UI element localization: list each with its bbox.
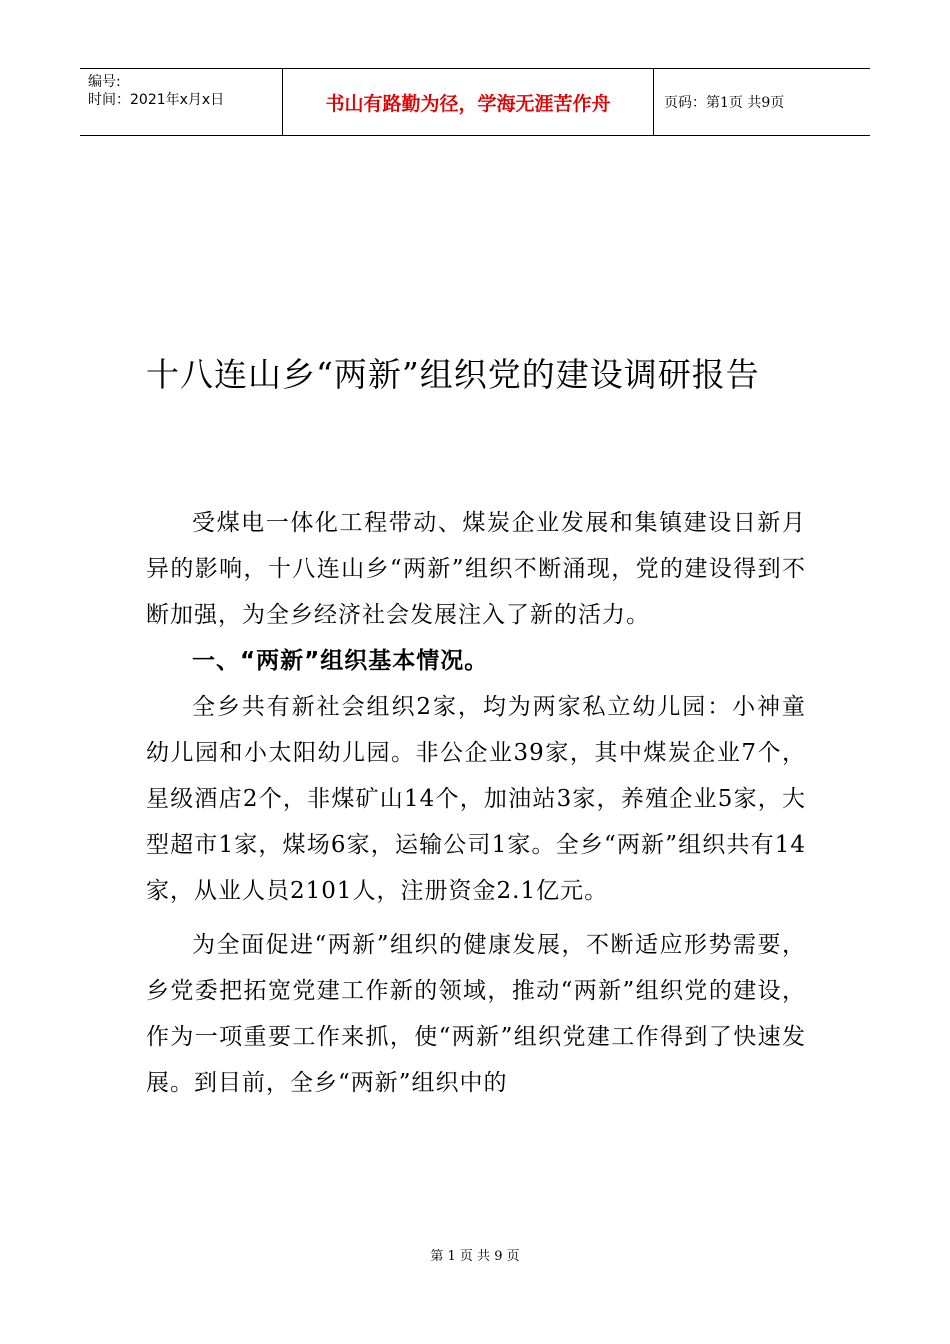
intro-paragraph: 受煤电一体化工程带动、煤炭企业发展和集镇建设日新月异的影响，十八连山乡“两新”组织不断涌现，党的建设得到不断加强，为全乡经济社会发展注入了新的活力。 bbox=[146, 510, 806, 628]
document-title: 十八连山乡“两新”组织党的建设调研报告 bbox=[146, 355, 760, 394]
time-label: 时间：2021年x月x日 bbox=[88, 92, 225, 108]
section-heading: 一、“两新”组织基本情况。 bbox=[192, 648, 489, 674]
document-header bbox=[80, 68, 870, 136]
body-paragraph: 全乡共有新社会组织2家，均为两家私立幼儿园：小神童幼儿园和小太阳幼儿园。非公企业39家，其中煤炭企业7个，星级酒店2个，非煤矿山14个，加油站3家，养殖企业5家，大型超市1家，煤场6家，运输公司1家。全乡“两新”组织共有14家，从业人员2101人，注册资金2.1亿元。 bbox=[146, 694, 806, 904]
number-label: 编号: bbox=[88, 74, 121, 90]
body-paragraph: 为全面促进“两新”组织的健康发展，不断适应形势需要，乡党委把拓宽党建工作新的领域，推动“两新”组织党的建设，作为一项重要工作来抓，使“两新”组织党建工作得到了快速发展。到目前，全乡“两新”组织中的 bbox=[146, 932, 806, 1096]
header-motto: 书山有路勤为径，学海无涯苦作舟 bbox=[282, 69, 654, 135]
page-footer: 第 1 页 共 9 页 bbox=[430, 1249, 520, 1264]
header-meta bbox=[80, 69, 282, 135]
header-page-info: 页码：第1页 共9页 bbox=[664, 95, 785, 111]
document-body bbox=[146, 500, 806, 1106]
